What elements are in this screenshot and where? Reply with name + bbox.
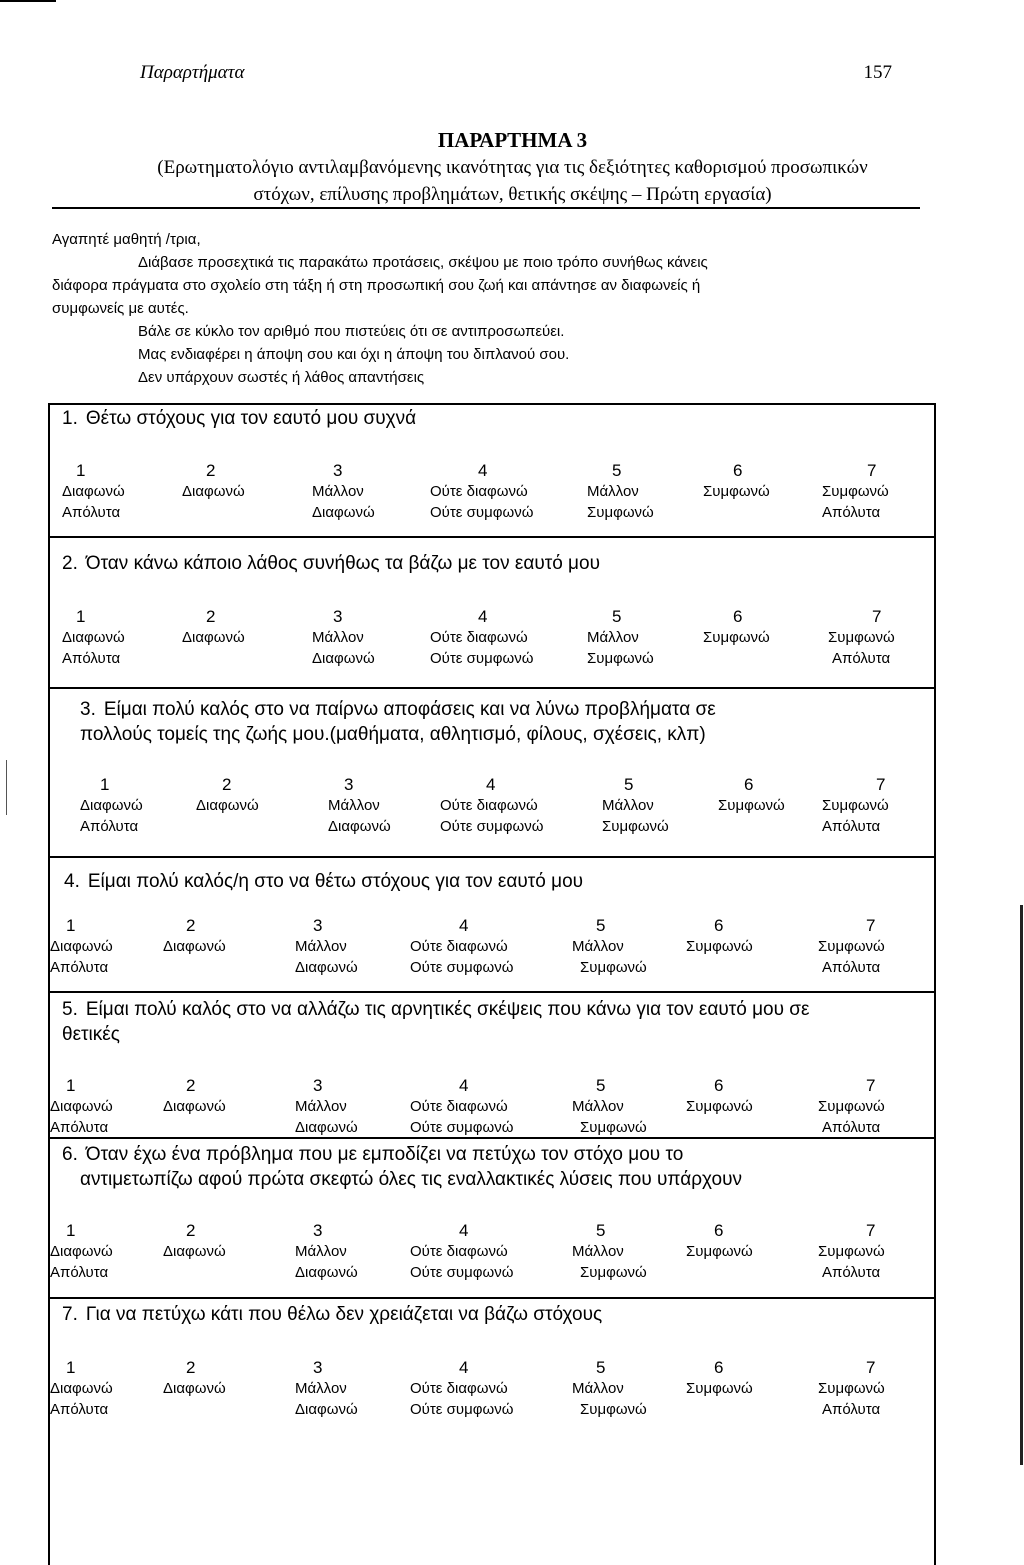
scale-option-6[interactable]: 6 — [714, 1076, 724, 1095]
scale-label: Απόλυτα — [50, 959, 109, 976]
scale-option-3[interactable]: 3 — [313, 1076, 323, 1095]
instruction-line: Δεν υπάρχουν σωστές ή λάθος απαντήσεις — [138, 369, 425, 386]
subtitle-line: (Ερωτηματολόγιο αντιλαμβανόμενης ικανότητας για τις δεξιότητες καθορισμού προσωπικών — [157, 157, 868, 178]
scale-label: Διαφωνώ — [80, 797, 143, 814]
scale-option-1[interactable]: 1 — [66, 916, 76, 935]
scale-option-5[interactable]: 5 — [596, 1076, 606, 1095]
scale-option-7[interactable]: 7 — [866, 916, 876, 935]
scale-label: Συμφωνώ — [686, 1243, 753, 1260]
scale-label: Ούτε συμφωνώ — [410, 1264, 514, 1281]
scale-label: Διαφωνώ — [163, 1243, 226, 1260]
scale-label: Συμφωνώ — [818, 1243, 885, 1260]
scale-label: Ούτε συμφωνώ — [410, 1119, 514, 1136]
question-text: θετικές — [62, 1024, 120, 1045]
scale-label: Απόλυτα — [822, 1119, 881, 1136]
scan-edge-mark — [1020, 905, 1023, 1465]
scale-label: Διαφωνώ — [312, 504, 375, 521]
scale-option-6[interactable]: 6 — [714, 916, 724, 935]
scale-option-3[interactable]: 3 — [333, 461, 343, 480]
scale-label: Συμφωνώ — [822, 483, 889, 500]
question-2 — [62, 551, 922, 576]
title-underline — [52, 207, 920, 209]
instructions — [52, 228, 932, 389]
scale-option-1[interactable]: 1 — [66, 1221, 76, 1240]
scale-label: Απόλυτα — [62, 504, 121, 521]
instruction-line: διάφορα πράγματα στο σχολείο στη τάξη ή στη προσωπική σου ζωή και απάντησε αν διαφωνείς ή — [52, 277, 701, 294]
question-divider — [48, 687, 934, 689]
scale-option-1[interactable]: 1 — [76, 461, 86, 480]
scale-label: Μάλλον — [312, 483, 364, 500]
scale-label: Συμφωνώ — [818, 1380, 885, 1397]
scale-label: Διαφωνώ — [182, 629, 245, 646]
scale-label: Συμφωνώ — [818, 938, 885, 955]
rating-scale-1 — [0, 460, 1024, 523]
scale-label: Συμφωνώ — [587, 650, 654, 667]
scale-option-2[interactable]: 2 — [186, 1221, 196, 1240]
scale-label: Μάλλον — [572, 1098, 624, 1115]
scale-label: Μάλλον — [602, 797, 654, 814]
scale-label: Απόλυτα — [822, 959, 881, 976]
scale-option-7[interactable]: 7 — [866, 1076, 876, 1095]
scale-label: Ούτε διαφωνώ — [410, 938, 508, 955]
scale-label: Διαφωνώ — [196, 797, 259, 814]
scale-label: Απόλυτα — [50, 1119, 109, 1136]
question-text: Για να πετύχω κάτι που θέλω δεν χρειάζεται να βάζω στόχους — [85, 1304, 603, 1325]
scale-label: Διαφωνώ — [295, 1119, 358, 1136]
scale-label: Διαφωνώ — [295, 959, 358, 976]
scale-label: Ούτε διαφωνώ — [410, 1380, 508, 1397]
scale-label: Συμφωνώ — [602, 818, 669, 835]
question-7 — [62, 1302, 932, 1327]
scale-label: Συμφωνώ — [580, 1119, 647, 1136]
scale-label: Απόλυτα — [80, 818, 139, 835]
question-text: Όταν κάνω κάποιο λάθος συνήθως τα βάζω με τον εαυτό μου — [85, 553, 600, 574]
scale-option-1[interactable]: 1 — [100, 775, 110, 794]
question-text: Είμαι πολύ καλός στο να παίρνω αποφάσεις και να λύνω προβλήματα σε — [103, 699, 716, 720]
question-1 — [62, 406, 922, 431]
scale-label: Απόλυτα — [50, 1401, 109, 1418]
rating-scale-5 — [0, 1075, 1024, 1138]
scale-option-5[interactable]: 5 — [596, 1358, 606, 1377]
scale-option-6[interactable]: 6 — [733, 461, 743, 480]
scale-option-2[interactable]: 2 — [186, 916, 196, 935]
question-number: 3. — [80, 699, 96, 720]
scale-option-1[interactable]: 1 — [66, 1076, 76, 1095]
scale-label: Ούτε διαφωνώ — [410, 1098, 508, 1115]
question-divider — [48, 856, 934, 858]
scale-option-2[interactable]: 2 — [206, 461, 216, 480]
scale-option-3[interactable]: 3 — [333, 607, 343, 626]
scale-option-7[interactable]: 7 — [867, 461, 877, 480]
question-4 — [64, 869, 924, 894]
scale-label: Διαφωνώ — [295, 1401, 358, 1418]
question-text: Όταν έχω ένα πρόβλημα που με εμποδίζει να πετύχω τον στόχο μου το — [85, 1144, 684, 1165]
scale-option-5[interactable]: 5 — [612, 461, 622, 480]
scale-label: Συμφωνώ — [718, 797, 785, 814]
scale-label: Διαφωνώ — [163, 938, 226, 955]
scale-option-5[interactable]: 5 — [596, 1221, 606, 1240]
scale-option-3[interactable]: 3 — [344, 775, 354, 794]
scale-option-6[interactable]: 6 — [733, 607, 743, 626]
question-number: 4. — [64, 871, 80, 892]
scale-label: Απόλυτα — [832, 650, 891, 667]
question-text: Θέτω στόχους για τον εαυτό μου συχνά — [85, 408, 417, 429]
scale-label: Απόλυτα — [822, 504, 881, 521]
rating-scale-3 — [0, 774, 1024, 837]
instruction-line: συμφωνείς με αυτές. — [52, 300, 189, 317]
scale-option-4[interactable]: 4 — [486, 775, 496, 794]
question-6 — [62, 1142, 932, 1192]
scale-label: Απόλυτα — [822, 1264, 881, 1281]
scale-option-3[interactable]: 3 — [313, 1358, 323, 1377]
scale-option-4[interactable]: 4 — [459, 1076, 469, 1095]
appendix-subtitle — [60, 154, 965, 208]
scale-option-7[interactable]: 7 — [872, 607, 882, 626]
scale-option-4[interactable]: 4 — [459, 916, 469, 935]
scale-option-6[interactable]: 6 — [714, 1221, 724, 1240]
scale-option-6[interactable]: 6 — [714, 1358, 724, 1377]
scale-label: Διαφωνώ — [163, 1098, 226, 1115]
page-number: 157 — [863, 62, 892, 83]
scale-option-5[interactable]: 5 — [596, 916, 606, 935]
question-3 — [80, 697, 920, 747]
question-number: 5. — [62, 999, 78, 1020]
question-number: 6. — [62, 1144, 78, 1165]
scale-label: Μάλλον — [572, 1380, 624, 1397]
scale-label: Μάλλον — [587, 483, 639, 500]
scale-label: Μάλλον — [587, 629, 639, 646]
scale-option-4[interactable]: 4 — [478, 461, 488, 480]
question-divider — [48, 991, 934, 993]
scale-label: Συμφωνώ — [686, 1380, 753, 1397]
scale-label: Μάλλον — [328, 797, 380, 814]
scale-label: Συμφωνώ — [703, 629, 770, 646]
scan-edge-mark — [6, 760, 7, 815]
instruction-line: Μας ενδιαφέρει η άποψη σου και όχι η άποψη του διπλανού σου. — [138, 346, 570, 363]
scale-label: Απόλυτα — [822, 818, 881, 835]
scale-option-1[interactable]: 1 — [66, 1358, 76, 1377]
scale-option-7[interactable]: 7 — [876, 775, 886, 794]
scale-option-6[interactable]: 6 — [744, 775, 754, 794]
scale-label: Διαφωνώ — [312, 650, 375, 667]
scale-option-2[interactable]: 2 — [186, 1076, 196, 1095]
scale-label: Διαφωνώ — [163, 1380, 226, 1397]
scale-label: Διαφωνώ — [62, 629, 125, 646]
question-divider — [48, 1297, 934, 1299]
question-number: 7. — [62, 1304, 78, 1325]
scale-option-1[interactable]: 1 — [76, 607, 86, 626]
scale-option-4[interactable]: 4 — [459, 1358, 469, 1377]
question-text: πολλούς τομείς της ζωής μου.(μαθήματα, αθλητισμό, φίλους, σχέσεις, κλπ) — [80, 724, 706, 745]
scale-label: Συμφωνώ — [703, 483, 770, 500]
scale-label: Απόλυτα — [822, 1401, 881, 1418]
rating-scale-4 — [0, 915, 1024, 978]
scale-option-3[interactable]: 3 — [313, 1221, 323, 1240]
question-divider — [48, 536, 934, 538]
subtitle-line: στόχων, επίλυσης προβλημάτων, θετικής σκέψης – Πρώτη εργασία) — [253, 184, 772, 205]
scale-label: Ούτε διαφωνώ — [430, 483, 528, 500]
scale-option-2[interactable]: 2 — [222, 775, 232, 794]
scale-label: Συμφωνώ — [822, 797, 889, 814]
scale-label: Ούτε διαφωνώ — [440, 797, 538, 814]
scale-option-7[interactable]: 7 — [866, 1221, 876, 1240]
scale-label: Διαφωνώ — [50, 938, 113, 955]
scale-label: Διαφωνώ — [182, 483, 245, 500]
scale-label: Συμφωνώ — [587, 504, 654, 521]
rating-scale-7 — [0, 1357, 1024, 1420]
scale-label: Συμφωνώ — [686, 1098, 753, 1115]
appendix-title: ΠΑΡΑΡΤΗΜΑ 3 — [437, 128, 588, 152]
scale-option-2[interactable]: 2 — [206, 607, 216, 626]
scale-option-5[interactable]: 5 — [612, 607, 622, 626]
scale-label: Μάλλον — [295, 938, 347, 955]
question-5 — [62, 997, 932, 1047]
scale-label: Συμφωνώ — [580, 959, 647, 976]
scale-label: Διαφωνώ — [328, 818, 391, 835]
scale-label: Διαφωνώ — [50, 1243, 113, 1260]
scale-label: Συμφωνώ — [818, 1098, 885, 1115]
rating-scale-2 — [0, 606, 1024, 669]
scale-label: Ούτε διαφωνώ — [430, 629, 528, 646]
question-number: 2. — [62, 553, 78, 574]
scale-label: Μάλλον — [295, 1098, 347, 1115]
scale-label: Ούτε συμφωνώ — [410, 959, 514, 976]
scale-option-4[interactable]: 4 — [459, 1221, 469, 1240]
scale-label: Μάλλον — [312, 629, 364, 646]
scale-option-4[interactable]: 4 — [478, 607, 488, 626]
scale-label: Συμφωνώ — [580, 1401, 647, 1418]
scale-label: Συμφωνώ — [580, 1264, 647, 1281]
header-label: Παραρτήματα — [140, 62, 245, 83]
question-text: Είμαι πολύ καλός/η στο να θέτω στόχους για τον εαυτό μου — [87, 871, 584, 892]
scale-option-5[interactable]: 5 — [624, 775, 634, 794]
scale-label: Διαφωνώ — [50, 1380, 113, 1397]
scale-label: Μάλλον — [295, 1243, 347, 1260]
scale-label: Συμφωνώ — [686, 938, 753, 955]
scale-label: Ούτε συμφωνώ — [410, 1401, 514, 1418]
scale-label: Ούτε συμφωνώ — [430, 650, 534, 667]
scale-label: Συμφωνώ — [828, 629, 895, 646]
question-number: 1. — [62, 408, 78, 429]
running-header — [140, 62, 892, 84]
scale-label: Απόλυτα — [50, 1264, 109, 1281]
scale-label: Μάλλον — [572, 1243, 624, 1260]
scale-label: Διαφωνώ — [295, 1264, 358, 1281]
scale-option-3[interactable]: 3 — [313, 916, 323, 935]
scale-label: Διαφωνώ — [50, 1098, 113, 1115]
scale-label: Ούτε διαφωνώ — [410, 1243, 508, 1260]
scale-label: Ούτε συμφωνώ — [430, 504, 534, 521]
scale-label: Διαφωνώ — [62, 483, 125, 500]
scale-label: Μάλλον — [295, 1380, 347, 1397]
question-text: αντιμετωπίζω αφού πρώτα σκεφτώ όλες τις εναλλακτικές λύσεις που υπάρχουν — [80, 1169, 742, 1190]
scale-option-7[interactable]: 7 — [866, 1358, 876, 1377]
scale-option-2[interactable]: 2 — [186, 1358, 196, 1377]
top-edge-mark — [0, 0, 56, 2]
question-text: Είμαι πολύ καλός στο να αλλάζω τις αρνητικές σκέψεις που κάνω για τον εαυτό μου σε — [85, 999, 810, 1020]
rating-scale-6 — [0, 1220, 1024, 1283]
greeting: Αγαπητέ μαθητή /τρια, — [52, 231, 201, 248]
scale-label: Απόλυτα — [62, 650, 121, 667]
scale-label: Μάλλον — [572, 938, 624, 955]
instruction-line: Βάλε σε κύκλο τον αριθμό που πιστεύεις ότι σε αντιπροσωπεύει. — [138, 323, 565, 340]
instruction-line: Διάβασε προσεχτικά τις παρακάτω προτάσεις, σκέψου με ποιο τρόπο συνήθως κάνεις — [138, 254, 708, 271]
scale-label: Ούτε συμφωνώ — [440, 818, 544, 835]
